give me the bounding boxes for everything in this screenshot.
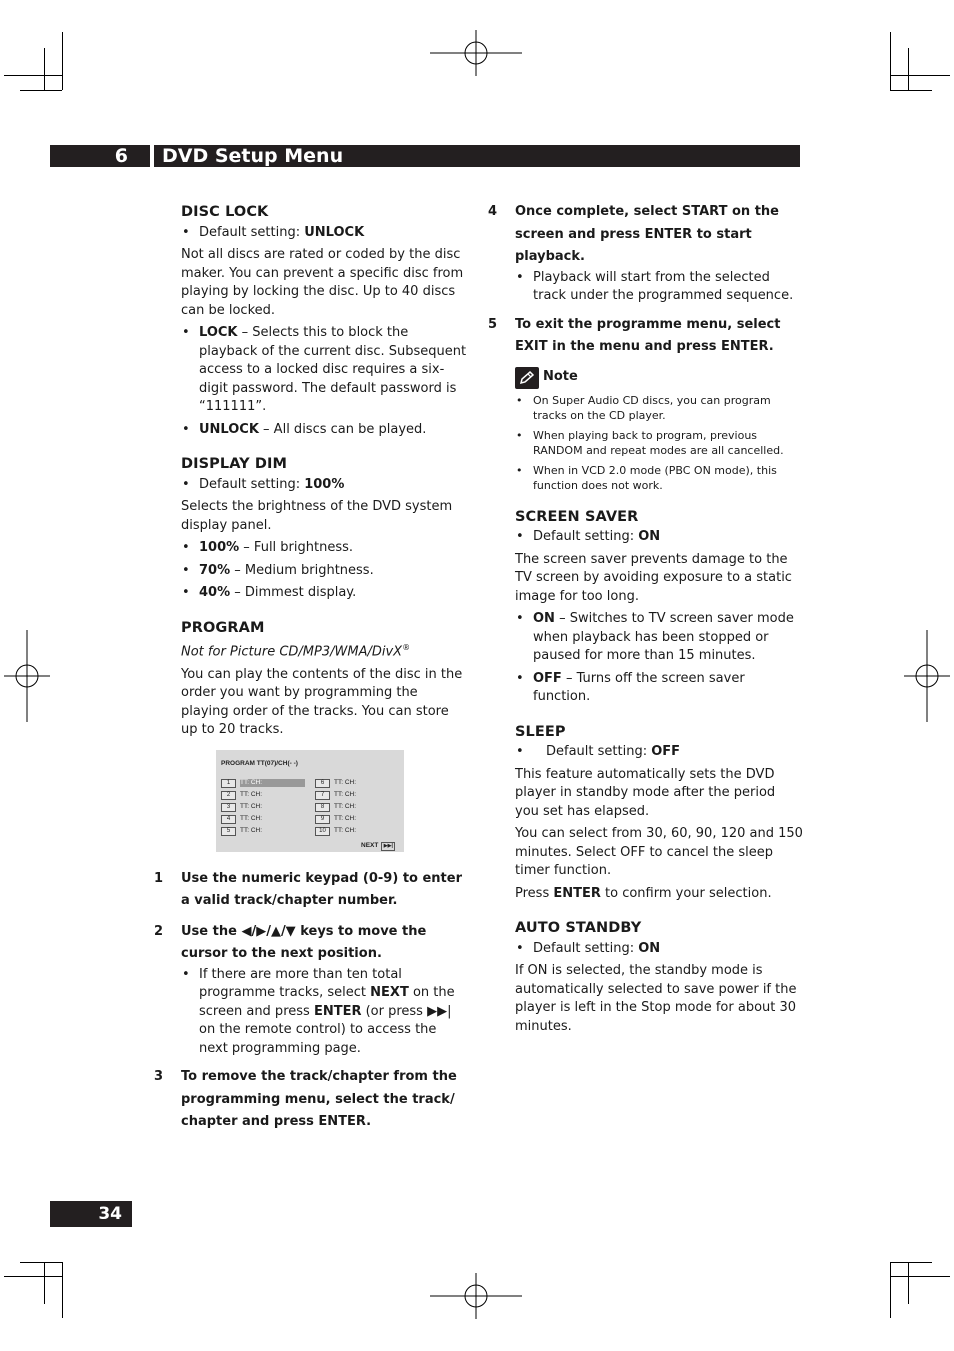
default-value: ON (638, 940, 661, 956)
chapter-title: DVD Setup Menu (162, 145, 344, 167)
osd-slot (315, 791, 399, 800)
osd-slot-number: 1 (221, 779, 236, 788)
options-list (181, 324, 469, 439)
section-heading: PROGRAM (181, 619, 265, 636)
option-term: ON (533, 611, 555, 626)
default-setting-list (515, 940, 803, 959)
osd-slot (315, 779, 399, 788)
registration-mark-icon (4, 630, 50, 722)
option-term: UNLOCK (199, 421, 259, 437)
note-item: • When in VCD 2.0 mode (PBC ON mode), this function does not work. (515, 463, 803, 494)
osd-slot-text: TT: CH: (334, 815, 357, 823)
section-description: If ON is selected, the standby mode is automatically selected to save power if the player is left in the Stop mode for about 30 minutes. (515, 963, 797, 1034)
osd-slot-number: 8 (315, 803, 330, 812)
option-item (181, 584, 469, 603)
option-term: OFF (533, 670, 562, 686)
default-label: Default setting: (199, 224, 305, 240)
sub-text: (or press ▶▶| on the remote control) to access the next programming page. (199, 1003, 452, 1056)
default-setting-list (515, 743, 803, 762)
registration-mark-icon (430, 30, 522, 76)
option-item (515, 610, 803, 666)
default-label: Default setting: (546, 744, 652, 759)
osd-slot-number: 7 (315, 791, 330, 800)
crop-mark (890, 1262, 932, 1263)
default-label: Default setting: (533, 529, 639, 544)
default-setting (181, 476, 469, 495)
step-number: 5 (488, 316, 498, 332)
note-label: Note (543, 369, 578, 385)
left-column (154, 203, 469, 1142)
note-item: • When playing back to program, previous RANDOM and repeat modes are all cancelled. (515, 428, 803, 459)
program-section (154, 619, 469, 1134)
section-heading: AUTO STANDBY (515, 920, 642, 936)
section-heading: DISPLAY DIM (181, 456, 288, 472)
osd-slot-text: TT: CH: (240, 827, 263, 835)
crop-mark (890, 1276, 950, 1277)
section-description: You can select from 30, 60, 90, 120 and 150 minutes. Select OFF to cancel the sleep timer function. (515, 826, 803, 878)
osd-slot-number: 2 (221, 791, 236, 800)
osd-slot (221, 779, 305, 788)
crop-mark (890, 32, 891, 90)
option-item (515, 670, 803, 707)
step-sub-list (181, 966, 469, 1059)
default-label: Default setting: (533, 940, 639, 956)
default-setting (515, 528, 803, 547)
step-text: To exit the programme menu, select EXIT in the menu and press ENTER. (515, 316, 781, 354)
step-sub-item: • Playback will start from the selected track under the programmed sequence. (515, 269, 803, 306)
registered-mark: ® (402, 643, 411, 652)
osd-slot-text: TT: CH: (334, 803, 357, 811)
note-pencil-icon (515, 367, 539, 389)
osd-slot-text: TT: CH: (334, 779, 357, 787)
registration-mark-icon (430, 1273, 522, 1319)
crop-mark (890, 1262, 891, 1318)
osd-slot (221, 791, 305, 800)
default-value: OFF (651, 744, 681, 759)
osd-slot (221, 803, 305, 812)
option-text: – All discs can be played. (258, 421, 427, 437)
osd-slot-number: 3 (221, 803, 236, 812)
osd-title: PROGRAM TT(07)/CH(- -) (221, 759, 298, 767)
sub-term: NEXT (370, 985, 409, 1001)
note-list (515, 393, 803, 494)
option-text: – Dimmest display. (230, 585, 357, 600)
crop-mark (908, 48, 909, 90)
option-term: 70% (199, 562, 231, 578)
auto-standby-section (515, 919, 803, 1036)
osd-slot (221, 815, 305, 824)
default-setting (181, 224, 469, 243)
option-term: LOCK (199, 325, 238, 340)
osd-slot (221, 827, 305, 836)
crop-mark (20, 90, 62, 91)
default-setting-list (181, 476, 469, 495)
default-value: ON (638, 529, 661, 544)
default-setting-list (515, 528, 803, 547)
option-term: 40% (199, 585, 231, 600)
osd-next-button (361, 837, 395, 856)
option-text: – Switches to TV screen saver mode when playback has been stopped or paused for more than 15 minutes. (533, 611, 794, 663)
crop-mark (44, 48, 45, 90)
crop-mark (4, 75, 62, 76)
step-text: Once complete, select START on the screen and press ENTER to start playback. (515, 204, 779, 264)
section-description: You can play the contents of the disc in the order you want by programming the playing order of the tracks. You can store up to 20 tracks. (181, 666, 463, 738)
option-item (181, 421, 469, 440)
option-text: – Medium brightness. (230, 562, 374, 578)
option-item (181, 324, 469, 417)
step-number: 1 (154, 870, 164, 886)
program-step (488, 201, 803, 306)
option-item (181, 539, 469, 558)
step-number: 2 (154, 923, 164, 939)
skip-next-icon: ▶▶| (381, 842, 395, 851)
step-number: 3 (154, 1069, 164, 1085)
sub-text: If there are more than ten total programme tracks, select (199, 966, 402, 1001)
option-text: – Full brightness. (239, 540, 354, 555)
section-description: The screen saver prevents damage to the TV screen by avoiding exposure to a static image for too long. (515, 551, 792, 604)
note-heading (515, 367, 803, 389)
option-text: – Turns off the screen saver function. (533, 670, 745, 704)
crop-mark (44, 1262, 45, 1304)
osd-slot-number: 9 (315, 815, 330, 824)
crop-mark (890, 90, 932, 91)
screen-saver-section (515, 508, 803, 707)
step-sub-list (515, 269, 803, 306)
default-setting (515, 743, 803, 762)
crop-mark (4, 1276, 62, 1277)
section-instruction (515, 885, 803, 904)
osd-slot (315, 815, 399, 824)
right-body (488, 367, 803, 1037)
osd-slot-number: 10 (315, 827, 330, 836)
default-setting (515, 940, 803, 959)
osd-slot (315, 827, 399, 836)
right-column (488, 201, 803, 1052)
osd-slot-text: TT: CH: (240, 779, 305, 787)
program-osd-screen (216, 750, 404, 852)
osd-slot-text: TT: CH: (334, 827, 357, 835)
program-step (154, 868, 469, 913)
note-item: • On Super Audio CD discs, you can program tracks on the CD player. (515, 393, 803, 424)
section-description: Selects the brightness of the DVD system display panel. (181, 499, 453, 533)
step-text: Use the ◀/▶/▲/▼ keys to move the cursor to the next position. (181, 923, 427, 962)
osd-slot-number: 4 (221, 815, 236, 824)
disc-lock-section (154, 203, 469, 439)
section-description: This feature automatically sets the DVD player in standby mode after the period you set has elapsed. (515, 766, 776, 819)
osd-slot-text: TT: CH: (240, 815, 263, 823)
step-number: 4 (488, 204, 498, 219)
step-text: To remove the track/chapter from the programming menu, select the track/ chapter and press ENTER. (181, 1069, 457, 1130)
crop-mark (62, 1262, 63, 1318)
sub-term: ENTER (313, 1003, 362, 1019)
default-value: UNLOCK (304, 224, 365, 240)
osd-slot-text: TT: CH: (240, 791, 263, 799)
section-heading: SCREEN SAVER (515, 508, 639, 525)
header-divider (150, 145, 154, 167)
registration-mark-icon (904, 630, 950, 722)
option-text: – Selects this to block the playback of the current disc. Subsequent access to a locked disc requires a six-digit password. The default password is “111111”. (199, 325, 467, 414)
osd-slot-number: 6 (315, 779, 330, 788)
section-heading: SLEEP (515, 723, 566, 740)
option-term: 100% (199, 540, 240, 555)
default-label: Default setting: (199, 476, 305, 492)
section-heading: DISC LOCK (181, 204, 269, 220)
step-sub-item (181, 966, 469, 1059)
sub-text: on the screen and press (199, 985, 455, 1019)
sleep-section (515, 723, 803, 904)
osd-slot-number: 5 (221, 827, 236, 836)
osd-slot-text: TT: CH: (240, 803, 263, 811)
instruction-term: ENTER (553, 885, 601, 901)
options-list (515, 610, 803, 707)
option-item (181, 562, 469, 581)
program-step (154, 921, 469, 1059)
crop-mark (908, 1262, 909, 1304)
crop-mark (20, 1262, 62, 1263)
instruction-text: Press (515, 885, 554, 901)
osd-next-label: NEXT (361, 841, 379, 849)
default-value: 100% (304, 476, 345, 492)
section-description: Not all discs are rated or coded by the disc maker. You can prevent a specific disc from playing by locking the disc. Up to 40 discs can be locked. (181, 247, 464, 318)
instruction-text: to confirm your selection. (600, 885, 772, 901)
page-number: 34 (50, 1201, 132, 1227)
default-setting-list (181, 224, 469, 243)
display-dim-section (154, 455, 469, 603)
program-step (154, 1066, 469, 1134)
chapter-number: 6 (114, 145, 128, 167)
osd-slot-text: TT: CH: (334, 791, 357, 799)
subtitle-text: Not for Picture CD/MP3/WMA/DivX (181, 644, 403, 660)
osd-slot (315, 803, 399, 812)
crop-mark (890, 75, 950, 76)
crop-mark (62, 32, 63, 90)
section-subtitle (181, 639, 469, 662)
program-step (488, 314, 803, 359)
step-text: Use the numeric keypad (0-9) to enter a valid track/chapter number. (181, 870, 462, 909)
options-list (181, 539, 469, 603)
